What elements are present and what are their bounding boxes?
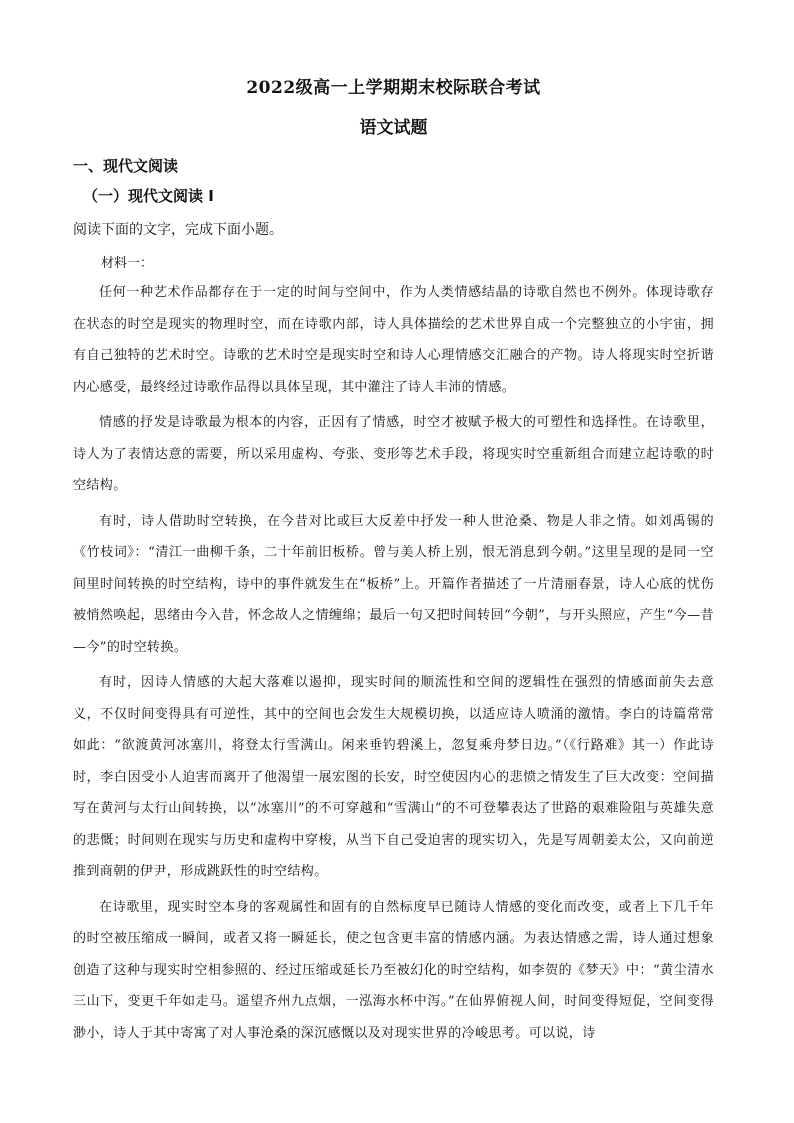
material-paragraph: 有时，因诗人情感的大起大落难以遏抑，现实时间的顺流性和空间的逻辑性在强烈的情感面前失去意义，不仅时间变得具有可逆性，其中的空间也会发生大规模切换，以适应诗人喷涌的激情。李白的诗篇常常如此：“欲渡黄河冰塞川，将登太行雪满山。闲来垂钓碧溪上，忽复乘舟梦日边。”（《行路难》其一）作此诗时，李白因受小人迫害而离开了他渴望一展宏图的长安，时空使因内心的悲愤之情发生了巨大改变：空间描写在黄河与太行山间转换，以“冰塞川”的不可穿越和“雪满山”的不可登攀表达了世路的艰难险阻与英雄失意的悲慨；时间则在现实与历史和虚构中穿梭，从当下自己受迫害的现实切入，先是写周朝姜太公，又向前逆推到商朝的伊尹，形成跳跃性的时空结构。 (73, 675, 714, 879)
material-paragraph: 情感的抒发是诗歌最为根本的内容，正因有了情感，时空才被赋予极大的可塑性和选择性。在诗歌里，诗人为了表情达意的需要，所以采用虚构、夸张、变形等艺术手段，将现实时空重新组合而建立起诗歌的时空结构。 (73, 415, 714, 493)
subsection-heading: （一）现代文阅读 I (83, 187, 214, 205)
material-paragraph: 有时，诗人借助时空转换，在今昔对比或巨大反差中抒发一种人世沧桑、物是人非之情。如刘禹锡的《竹枝词》：“清江一曲柳千条，二十年前旧板桥。曾与美人桥上别，恨无消息到今朝。”这里呈现的是同一空间里时间转换的时空结构，诗中的事件就发生在“板桥”上。开篇作者描述了一片清丽春景，诗人心底的忧伤被悄然唤起，思绪由今入昔，怀念故人之情缠绵；最后一句又把时间转回“今朝”，与开头照应，产生“今—昔—今”的时空转换。 (73, 513, 714, 655)
exam-title: 2022级高一上学期期末校际联合考试 (246, 78, 541, 98)
material-paragraph: 在诗歌里，现实时空本身的客观属性和固有的自然标度早已随诗人情感的变化而改变，或者上下几千年的时空被压缩成一瞬间，或者又将一瞬延长，使之包含更丰富的情感内涵。为表达情感之需，诗人通过想象创造了这种与现实时空相参照的、经过压缩或延长乃至被幻化的时空结构，如李贺的《梦天》中：“黄尘清水三山下，变更千年如走马。遥望齐州九点烟，一泓海水杯中泻。”在仙界俯视人间，时间变得短促，空间变得渺小，诗人于其中寄寓了对人事沧桑的深沉感慨以及对现实世界的冷峻思考。可以说，诗 (73, 899, 714, 1041)
exam-subtitle: 语文试题 (359, 118, 428, 138)
material-paragraph: 任何一种艺术作品都存在于一定的时间与空间中，作为人类情感结晶的诗歌自然也不例外。体现诗歌存在状态的时空是现实的物理时空，而在诗歌内部，诗人具体描绘的艺术世界自成一个完整独立的小宇宙，拥有自己独特的艺术时空。诗歌的艺术时空是现实时空和诗人心理情感交汇融合的产物。诗人将现实时空折谐内心感受，最终经过诗歌作品得以具体呈现，其中灌注了诗人丰沛的情感。 (73, 285, 714, 395)
material-label: 材料一： (101, 256, 154, 271)
reading-instruction: 阅读下面的文字，完成下面小题。 (73, 222, 283, 238)
section-heading: 一、现代文阅读 (73, 157, 179, 175)
